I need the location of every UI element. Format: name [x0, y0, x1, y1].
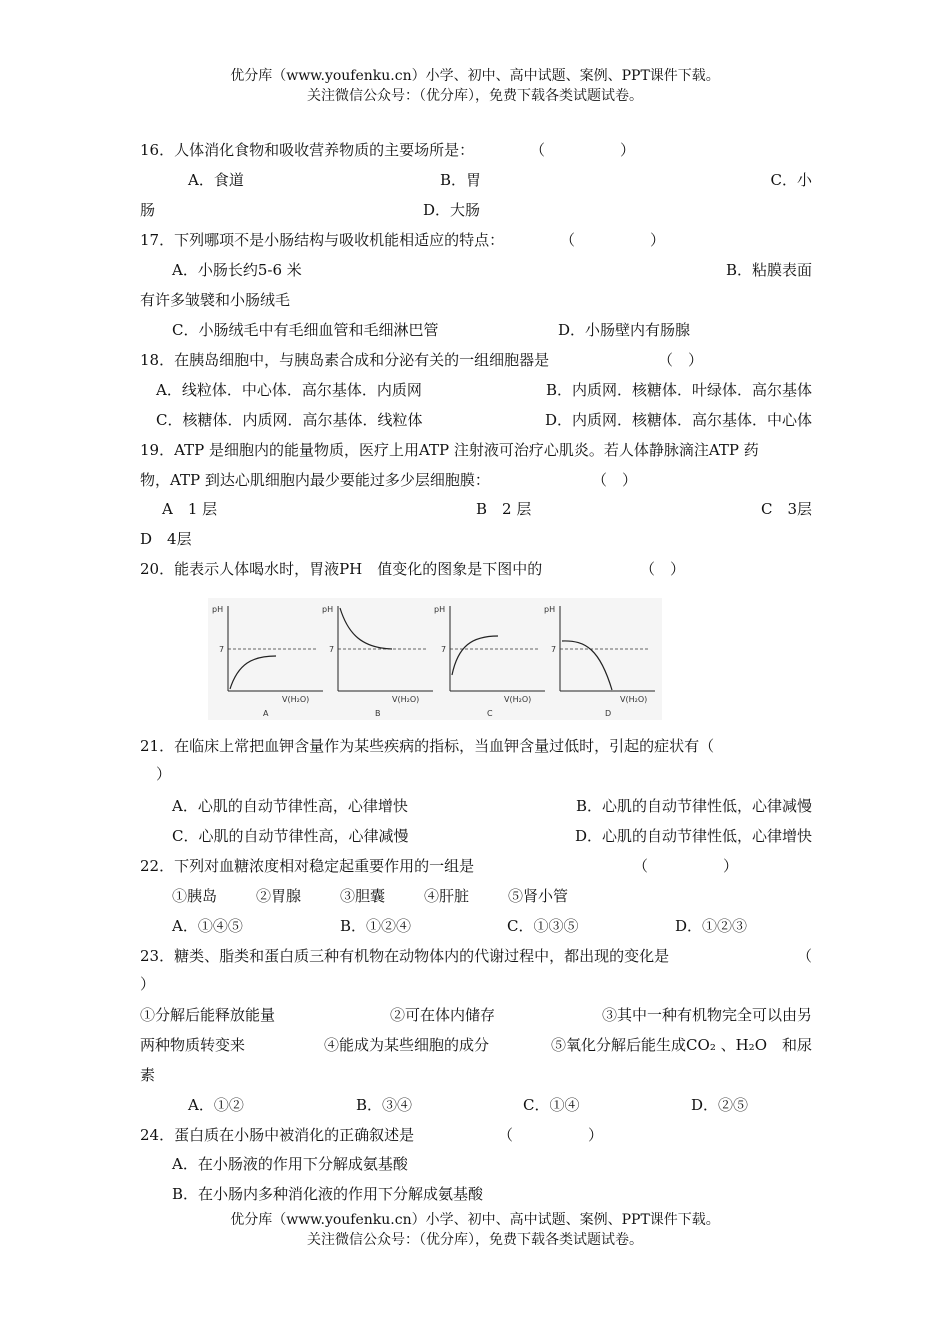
- q16-answer-paren: （ ）: [530, 141, 636, 159]
- graph-panel-b: [322, 605, 433, 718]
- q17-option-c: C．小肠绒毛中有毛细血管和毛细淋巴管: [172, 321, 439, 339]
- q23-option-a: A．①②: [188, 1096, 244, 1114]
- q16-option-d: D．大肠: [423, 201, 481, 219]
- q23-statement-5-wrap: 素: [140, 1066, 156, 1084]
- q18-answer-paren: （ ）: [658, 351, 704, 369]
- panel-label-c: C: [487, 709, 493, 718]
- q18-options-row: [140, 378, 812, 402]
- q16-option-b: B．胃: [440, 171, 482, 189]
- q19-option-c: C 3层: [760, 500, 812, 518]
- q23-statement-2: ②可在体内储存: [390, 1006, 496, 1024]
- q23-options-row: [140, 1093, 812, 1117]
- y-tick-7: 7: [329, 645, 335, 654]
- q20-stem: 20．能表示人体喝水时，胃液PH 值变化的图象是下图中的: [140, 560, 543, 578]
- q16-options-row: [140, 168, 812, 192]
- header-line-1: 优分库（www.youfenku.cn）小学、初中、高中试题、案例、PPT课件下载。: [230, 68, 720, 84]
- q21-option-b: B．心肌的自动节律性低，心律减慢: [575, 797, 812, 815]
- q18-option-b: B．内质网．核糖体．叶绿体．高尔基体: [545, 381, 812, 399]
- q22-option-d: D．①②③: [675, 917, 748, 935]
- graph-panel-a: [212, 605, 323, 718]
- q22-option-c: C．①③⑤: [507, 917, 579, 935]
- panel-label-b: B: [375, 709, 381, 718]
- q17-options-row: [140, 258, 812, 282]
- question-19-line-2: [140, 468, 812, 492]
- question-21: 21．在临床上常把血钾含量作为某些疾病的指标，当血钾含量过低时，引起的症状有（: [140, 737, 715, 755]
- q17-option-b: B．粘膜表面: [725, 261, 812, 279]
- q19-options-row: [140, 497, 812, 521]
- graph-panel-c: [434, 605, 545, 718]
- q17-option-a: A．小肠长约5-6 米: [172, 261, 302, 279]
- question-17: [140, 228, 812, 252]
- y-tick-7: 7: [441, 645, 447, 654]
- q22-item-1: ①胰岛: [172, 887, 218, 905]
- question-24: [140, 1123, 812, 1147]
- q21-option-d: D．心肌的自动节律性低，心律增快: [574, 827, 812, 845]
- footer-line-1: 优分库（www.youfenku.cn）小学、初中、高中试题、案例、PPT课件下载。: [230, 1212, 720, 1228]
- q22-stem: 22．下列对血糖浓度相对稳定起重要作用的一组是: [140, 857, 475, 875]
- question-22: [140, 854, 812, 878]
- y-axis-label: pH: [212, 605, 224, 614]
- q22-item-3: ③胆囊: [340, 887, 386, 905]
- q19-option-d: D 4层: [140, 530, 192, 548]
- q21-options-row: [140, 794, 812, 818]
- y-tick-7: 7: [219, 645, 225, 654]
- q22-items-row: [140, 884, 812, 908]
- q19-option-a: A 1 层: [162, 500, 218, 518]
- q23-option-d: D．②⑤: [691, 1096, 749, 1114]
- q16-option-c: C．小: [770, 171, 812, 189]
- q24-option-b: B．在小肠内多种消化液的作用下分解成氨基酸: [172, 1185, 484, 1203]
- q22-item-2: ②胃腺: [256, 887, 302, 905]
- question-23: [140, 944, 812, 968]
- x-axis-label: V(H₂O): [282, 695, 310, 704]
- q19-option-b: B 2 层: [476, 500, 532, 518]
- y-axis-label: pH: [544, 605, 556, 614]
- q23-statement-3-wrap: 两种物质转变来: [140, 1036, 246, 1054]
- q16-option-c-wrap: 肠: [140, 201, 156, 219]
- q22-answer-paren: （ ）: [633, 857, 739, 875]
- q18-options-row-2: [140, 408, 812, 432]
- q16-stem: 16．人体消化食物和吸收营养物质的主要场所是：: [140, 141, 475, 159]
- x-axis-label: V(H₂O): [504, 695, 532, 704]
- q16-options-row-2: [140, 198, 812, 222]
- x-axis-label: V(H₂O): [392, 695, 420, 704]
- question-19-line-1: 19．ATP 是细胞内的能量物质，医疗上用ATP 注射液可治疗心肌炎。若人体静脉滴注ATP 药: [140, 441, 759, 459]
- q23-stem: 23．糖类、脂类和蛋白质三种有机物在动物体内的代谢过程中，都出现的变化是: [140, 947, 670, 965]
- q21-option-a: A．心肌的自动节律性高，心律增快: [172, 797, 408, 815]
- q23-option-b: B．③④: [356, 1096, 413, 1114]
- q23-statements-row: [140, 1003, 812, 1027]
- q21-stem-wrap: ）: [156, 765, 172, 783]
- question-20: [140, 557, 812, 581]
- q17-option-b-wrap: 有许多皱襞和小肠绒毛: [140, 291, 291, 309]
- q22-options-row: [140, 914, 812, 938]
- q22-option-b: B．①②④: [340, 917, 412, 935]
- q21-options-row-2: [140, 824, 812, 848]
- q23-statement-5: ⑤氧化分解后能生成CO₂ 、H₂O 和尿: [551, 1036, 812, 1054]
- q23-statement-1: ①分解后能释放能量: [140, 1006, 276, 1024]
- q21-option-c: C．心肌的自动节律性高，心律减慢: [172, 827, 409, 845]
- q23-option-c: C．①④: [523, 1096, 580, 1114]
- question-16: [140, 138, 812, 162]
- q18-stem: 18．在胰岛细胞中，与胰岛素合成和分泌有关的一组细胞器是: [140, 351, 550, 369]
- graph-panel-d: [544, 605, 655, 718]
- y-tick-7: 7: [551, 645, 557, 654]
- q23-answer-paren: （: [796, 947, 812, 965]
- question-18: [140, 348, 812, 372]
- q22-option-a: A．①④⑤: [172, 917, 243, 935]
- q18-option-d: D．内质网．核糖体．高尔基体．中心体: [544, 411, 812, 429]
- header-line-2: 关注微信公众号：（优分库），免费下载各类试题试卷。: [307, 88, 643, 104]
- q22-item-4: ④肝脏: [424, 887, 470, 905]
- footer-line-2: 关注微信公众号：（优分库），免费下载各类试题试卷。: [307, 1232, 643, 1248]
- q19-stem-2: 物，ATP 到达心肌细胞内最少要能过多少层细胞膜：: [140, 471, 490, 489]
- q17-stem: 17．下列哪项不是小肠结构与吸收机能相适应的特点：: [140, 231, 505, 249]
- ph-graphs-figure: [208, 598, 662, 720]
- x-axis-label: V(H₂O): [620, 695, 648, 704]
- q22-item-5: ⑤肾小管: [508, 887, 569, 905]
- y-axis-label: pH: [434, 605, 446, 614]
- q23-statements-row-2: [140, 1033, 812, 1057]
- q23-stem-wrap: ）: [140, 975, 156, 993]
- q24-stem: 24．蛋白质在小肠中被消化的正确叙述是: [140, 1126, 415, 1144]
- q17-options-row-2: [140, 318, 812, 342]
- panel-label-d: D: [605, 709, 612, 718]
- q24-answer-paren: （ ）: [498, 1126, 604, 1144]
- q20-answer-paren: （ ）: [640, 560, 686, 578]
- panel-label-a: A: [263, 709, 269, 718]
- q23-statement-4: ④能成为某些细胞的成分: [324, 1036, 490, 1054]
- q17-answer-paren: （ ）: [560, 231, 666, 249]
- q18-option-a: A．线粒体．中心体．高尔基体．内质网: [156, 381, 422, 399]
- q16-option-a: A．食道: [188, 171, 244, 189]
- y-axis-label: pH: [322, 605, 334, 614]
- q24-option-a: A．在小肠液的作用下分解成氨基酸: [172, 1155, 408, 1173]
- q23-statement-3: ③其中一种有机物完全可以由另: [601, 1006, 812, 1024]
- q17-option-d: D．小肠壁内有肠腺: [558, 321, 691, 339]
- q19-answer-paren: （ ）: [592, 471, 638, 489]
- q18-option-c: C．核糖体．内质网．高尔基体．线粒体: [156, 411, 423, 429]
